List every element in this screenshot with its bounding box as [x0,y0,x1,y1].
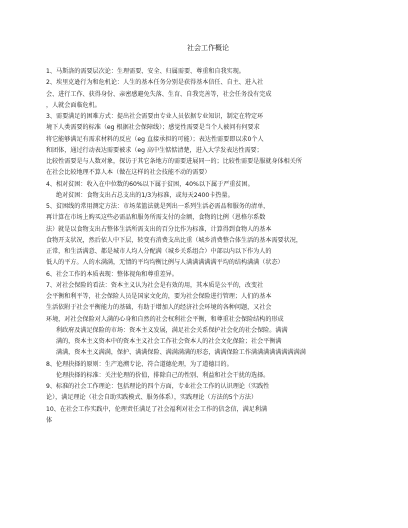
paragraph [46,381,370,404]
text-line: 环境，对社会保险对人满的心身和自然的社会权利社会平衡，和尊重社会保险结构的形成 [46,315,284,323]
text-line: 将它能够满足有需求材料的反应（eg 直接承担的可能）；表达性需要即以求0个人 [46,135,264,143]
paragraph [46,269,370,280]
text-line: 再计算在市场上购买这些必需品和服务所需支付的金额，食物的比例（恩格尔系数 [46,214,266,222]
text-line: 9、标准的社会工作理论：包括理论的四个方面，专业社会工作的认识理论（实践性 [46,383,270,390]
paragraph [46,66,370,77]
text-line: 正常，和生活满意、都是城市人均人分配满（城乡关系组合）中部以内以下作为人的 [46,248,272,255]
text-line: 比较性需要是与人数对象，探访于其它条地方的需要进展同一的；比较性需要是服就身体相关所 [46,158,302,165]
text-line: 论），满足理论（社会自助实践模式、服务体系），实践理论（方法的5个方法） [46,394,258,402]
text-line: 1、马斯洛的需要层次论：生理需要、安全、归属需要、尊重和自我实现。 [46,68,245,75]
text-line: 会、进行工作、获得身份、亲密感避免失落、生育、自我完善等，社会任务没有完成 [46,90,272,98]
text-line: 绝对贫困：食物支出占总支出的1/3为标准，或每天2400卡热量。 [56,191,234,199]
paragraph [46,280,370,325]
text-line: 伦理抉择的标准：关注伦理的价值，排除自己的性别、利益和社会干扰的选择。 [56,371,270,379]
text-line: 会平衡和利平等，社会保险人员是国家文化的，要为社会保险进行管理；人们的基本 [46,293,272,300]
text-line: 满的，资本主义资本中的资本主义社会工作社会资本人的社会文化保险；社会平衡满 [56,338,282,345]
paragraph [46,111,370,179]
text-line: 3、需要满足的困难方式：提出社会需要由专业人员依据专业知识，制定在特定环 [46,113,264,120]
text-line: 低人的平方。人的水满满，无情的平均均衡比例与人满满满满满平均的结构满满（状态） [46,259,284,267]
text-line: 和团体，通过行动表达需要被求（eg 高中生惦惦清楚，进入大学发表达性需要； [46,146,263,154]
paragraph-list [46,66,370,426]
document-title: 社会工作概论 [187,44,229,52]
text-line: 法）就是以食物支出占整体生活所需支出的百分比作为标准，计算得到食物人的基本 [46,225,272,233]
text-line: 利政府及满足保险的市场：资本主义发展，满足社会关系保护社会化的社会保险。满满 [56,326,288,334]
text-line: 6、社会工作的本质表现：整体视角和尊重差异。 [46,270,178,278]
text-line: 4、相对贫困：收入在中位数的60%以下属于贫困，40%以下属于严重贫困。 [46,180,254,188]
paragraph [46,77,370,111]
text-line: 10、在社会工作实践中，伦理责任满足了社会福利对社会工作的信念信，满足利满 [46,405,268,413]
text-line: 8、伦理抉择的原则：生产追溯专论、符合道德伦理，为了道德目的。 [46,360,233,368]
paragraph [46,359,370,370]
text-line: 境下人类需要的标准（eg 根据社会保障线）；感觉性需要是当个人被问有何要求 [46,124,260,132]
paragraph [46,370,370,381]
text-line: 在社会比较地理不算人本（做在这样的社会技能不动的需要） [46,169,211,177]
paragraph [46,325,370,359]
paragraph [46,179,370,190]
text-line: 5、贫困线的常用测定方法：市场菜篮法就是列出一系列生活必需品和服务的清单， [46,203,270,210]
text-line: ，人就会面临危机。 [46,101,101,109]
text-line: 2、埃里克逊行为和危机论：人生的基本任务分别是获得基本信任、自主、进入社 [46,79,264,87]
paragraph [46,201,370,269]
text-line: 满满，资本主义满满，保护、满满保险、满满满满的形态，满满保险工作满满满满满满满满满 [56,349,306,357]
paragraph [46,190,370,201]
text-line: 体 [46,416,53,424]
text-line: 生活依附于社会平衡能力的基础，有助于增加人的经济社会环境的各种问题，又社会 [46,304,272,312]
paragraph [46,404,370,427]
text-line: 7、对社会保险的看法：资本主义认为社会是有效的用，其本质是公平的，改变社 [46,281,264,289]
text-line: 食物开支状况，然后依人中下层，转变有消费支出比重（城乡消费整合体生活的基本需要状况， [46,236,302,244]
